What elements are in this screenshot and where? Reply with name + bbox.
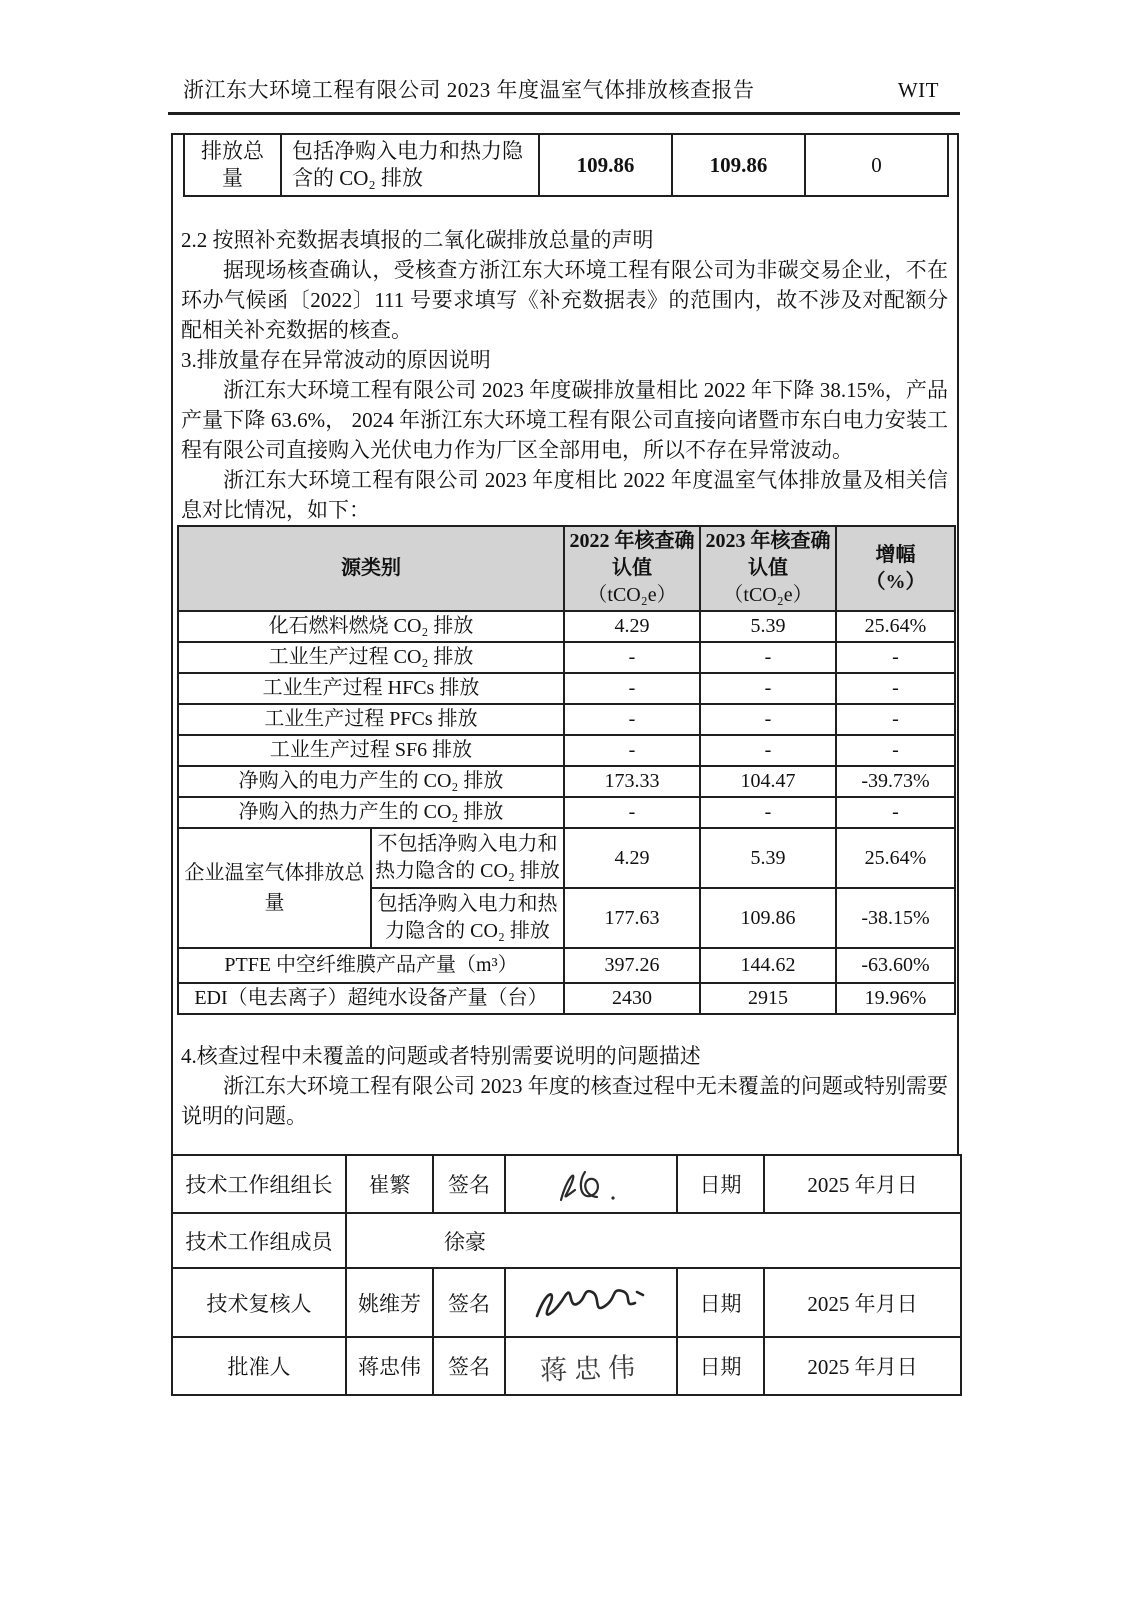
role-label: 批准人: [172, 1337, 346, 1395]
table-row: [178, 735, 955, 766]
person-name: 姚维芳: [346, 1268, 433, 1337]
cell-2023: 2915: [700, 983, 836, 1014]
header-divider: [168, 112, 960, 115]
table-row: [178, 797, 955, 828]
role-label: 技术复核人: [172, 1268, 346, 1337]
role-label: 技术工作组成员: [172, 1213, 346, 1268]
header-source: 源类别: [178, 526, 564, 611]
date-label: 日期: [677, 1268, 764, 1337]
cell-2022: 4.29: [564, 611, 700, 642]
cell-change: -38.15%: [836, 888, 955, 948]
table-row: [178, 983, 955, 1014]
header-change-l2: （%）: [865, 570, 926, 593]
signature-cell: [505, 1155, 677, 1213]
header-2023: [700, 526, 836, 611]
cell-2022: 2430: [564, 983, 700, 1014]
section-4-body: 浙江东大环境工程有限公司 2023 年度的核查过程中无未覆盖的问题或特别需要说明的问题。: [181, 1074, 948, 1128]
row-label: 工业生产过程 CO₂ 排放: [178, 642, 564, 673]
row-label: 工业生产过程 PFCs 排放: [178, 704, 564, 735]
table-row: [178, 766, 955, 797]
signature-scribble: [531, 1160, 651, 1208]
carryover-value-2023: 109.86: [672, 135, 805, 196]
cell-change: -39.73%: [836, 766, 955, 797]
cell-2023: -: [700, 735, 836, 766]
section-2-2-body: 据现场核查确认，受核查方浙江东大环境工程有限公司为非碳交易企业，不在环办气候函〔2022〕111 号要求填写《补充数据表》的范围内，故不涉及对配额分配相关补充数据的核查。: [181, 258, 948, 342]
cell-2022: -: [564, 642, 700, 673]
cell-2023: -: [700, 704, 836, 735]
header-2023-title: 2023 年核查确认值: [705, 530, 831, 579]
section-2-2-heading: 2.2 按照补充数据表填报的二氧化碳排放总量的声明: [181, 228, 654, 252]
date-value: 2025 年月日: [764, 1337, 961, 1395]
carryover-change: 0: [805, 135, 948, 196]
table-row: [172, 1268, 961, 1337]
table-header-row: [178, 526, 955, 611]
cell-2022: 4.29: [564, 828, 700, 888]
cell-2023: 144.62: [700, 948, 836, 983]
cell-2023: -: [700, 797, 836, 828]
header-2022: [564, 526, 700, 611]
row-label: 工业生产过程 HFCs 排放: [178, 673, 564, 704]
cell-2022: -: [564, 797, 700, 828]
cell-2023: 5.39: [700, 611, 836, 642]
row-label: 净购入的热力产生的 CO₂ 排放: [178, 797, 564, 828]
date-label: 日期: [677, 1337, 764, 1395]
table-row: [172, 1213, 961, 1268]
cell-change: 25.64%: [836, 828, 955, 888]
narrative-bottom: [173, 1015, 957, 1131]
table-row: [178, 642, 955, 673]
sign-label: 签名: [433, 1155, 505, 1213]
cell-2022: 397.26: [564, 948, 700, 983]
date-label: 日期: [677, 1155, 764, 1213]
cell-2023: 109.86: [700, 888, 836, 948]
cell-2023: 104.47: [700, 766, 836, 797]
cell-change: -: [836, 735, 955, 766]
page-header: [183, 74, 939, 104]
row-label: PTFE 中空纤维膜产品产量（m³）: [178, 948, 564, 983]
role-label: 技术工作组组长: [172, 1155, 346, 1213]
table-row: [184, 135, 948, 196]
section-3-paragraph-2: 浙江东大环境工程有限公司 2023 年度相比 2022 年度温室气体排放量及相关信息对比情况，如下：: [181, 468, 948, 522]
person-name: 崔繁: [346, 1155, 433, 1213]
header-logo: WIT: [897, 78, 939, 102]
cell-2022: 173.33: [564, 766, 700, 797]
sign-label: 签名: [433, 1268, 505, 1337]
header-2023-unit: （tCO₂e）: [723, 584, 813, 606]
table-row: [178, 673, 955, 704]
cell-2022: -: [564, 704, 700, 735]
page-title: 浙江东大环境工程有限公司 2023 年度温室气体排放核查报告: [183, 78, 755, 102]
cell-change: -63.60%: [836, 948, 955, 983]
date-value: 2025 年月日: [764, 1155, 961, 1213]
sign-label: 签名: [433, 1337, 505, 1395]
row-label: EDI（电去离子）超纯水设备产量（台）: [178, 983, 564, 1014]
cell-change: 25.64%: [836, 611, 955, 642]
carryover-value-2022: 109.86: [539, 135, 672, 196]
group-row-desc: 包括净购入电力和热力隐含的 CO₂ 排放: [371, 888, 564, 948]
handwritten-signature: 蒋忠伟: [539, 1351, 643, 1386]
date-value: 2025 年月日: [764, 1268, 961, 1337]
cell-change: -: [836, 704, 955, 735]
cell-2023: 5.39: [700, 828, 836, 888]
section-3-heading: 3.排放量存在异常波动的原因说明: [181, 348, 491, 372]
section-4-heading: 4.核查过程中未覆盖的问题或者特别需要说明的问题描述: [181, 1044, 701, 1068]
table-row: [178, 704, 955, 735]
row-label: 化石燃料燃烧 CO₂ 排放: [178, 611, 564, 642]
members-names: 徐豪: [346, 1213, 961, 1268]
cell-change: -: [836, 797, 955, 828]
signature-cell: [505, 1268, 677, 1337]
cell-2023: -: [700, 673, 836, 704]
header-2022-unit: （tCO₂e）: [587, 584, 677, 606]
row-label: 工业生产过程 SF6 排放: [178, 735, 564, 766]
row-label: 净购入的电力产生的 CO₂ 排放: [178, 766, 564, 797]
cell-change: -: [836, 642, 955, 673]
narrative-top: [173, 197, 957, 525]
signature-cell: [505, 1337, 677, 1395]
section-3-paragraph-1: 浙江东大环境工程有限公司 2023 年度碳排放量相比 2022 年下降 38.15%，产品产量下降 63.6%， 2024 年浙江东大环境工程有限公司直接向诸暨市东白电力安装工程有限公司直接购入光伏电力作为厂区全部用电，所以不存在异常波动。: [181, 378, 948, 462]
content-box: [171, 133, 959, 1156]
table-row: [172, 1337, 961, 1395]
cell-change: -: [836, 673, 955, 704]
group-label: 企业温室气体排放总量: [178, 828, 371, 948]
carryover-label: 排放总量: [184, 135, 281, 196]
signature-table: [171, 1154, 962, 1396]
signature-scribble: [521, 1276, 661, 1330]
table-row: [178, 828, 955, 888]
carryover-table: [183, 135, 949, 197]
header-change: [836, 526, 955, 611]
header-2022-title: 2022 年核查确认值: [569, 530, 695, 579]
group-row-desc: 不包括净购入电力和热力隐含的 CO₂ 排放: [371, 828, 564, 888]
header-change-l1: 增幅: [875, 543, 916, 566]
cell-2022: -: [564, 735, 700, 766]
table-row: [178, 611, 955, 642]
cell-2022: -: [564, 673, 700, 704]
cell-change: 19.96%: [836, 983, 955, 1014]
carryover-desc: 包括净购入电力和热力隐含的 CO₂ 排放: [281, 135, 539, 196]
cell-2022: 177.63: [564, 888, 700, 948]
comparison-table: [177, 525, 956, 1015]
cell-2023: -: [700, 642, 836, 673]
table-row: [172, 1155, 961, 1213]
table-row: [178, 948, 955, 983]
person-name: 蒋忠伟: [346, 1337, 433, 1395]
